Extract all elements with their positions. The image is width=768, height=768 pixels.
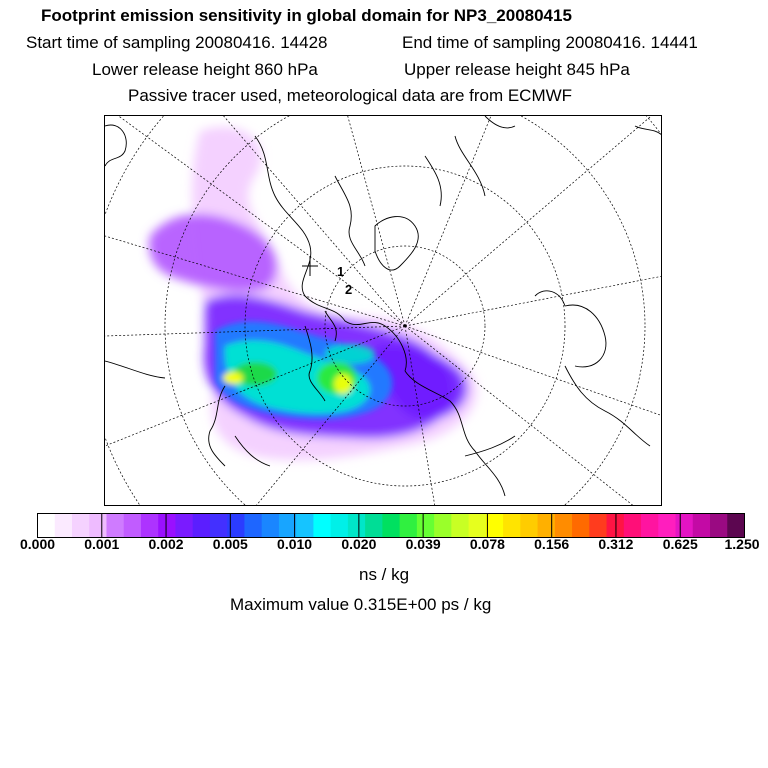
colorbar-tick-label: 0.000 bbox=[19, 536, 56, 552]
tracer-info-label: Passive tracer used, meteorological data are from ECMWF bbox=[128, 86, 573, 105]
colorbar-cell bbox=[106, 514, 124, 538]
colorbar-cell bbox=[624, 514, 642, 538]
chart-title: Footprint emission sensitivity in global domain for NP3_20080415 bbox=[41, 6, 572, 25]
colorbar-tick-label: 0.002 bbox=[148, 536, 184, 552]
colorbar-cell bbox=[193, 514, 211, 538]
colorbar-cell bbox=[331, 514, 349, 538]
max-value-label: Maximum value 0.315E+00 ps / kg bbox=[230, 595, 492, 614]
colorbar-cell bbox=[641, 514, 659, 538]
colorbar-cell bbox=[589, 514, 607, 538]
colorbar-cell bbox=[313, 514, 331, 538]
colorbar-cell bbox=[434, 514, 452, 538]
colorbar-cell bbox=[141, 514, 159, 538]
colorbar-cell bbox=[400, 514, 418, 538]
colorbar-tick-label: 0.010 bbox=[277, 536, 313, 552]
colorbar-cell bbox=[658, 514, 676, 538]
colorbar-cell bbox=[710, 514, 728, 538]
colorbar-cell bbox=[538, 514, 556, 538]
release-markers bbox=[302, 256, 352, 297]
colorbar-cell bbox=[124, 514, 142, 538]
colorbar-tick-label: 0.078 bbox=[469, 536, 505, 552]
colorbar-cell bbox=[55, 514, 73, 538]
colorbar-tick-label: 0.156 bbox=[534, 536, 570, 552]
colorbar-cell bbox=[38, 514, 56, 538]
colorbar-cell bbox=[503, 514, 521, 538]
release-marker-2: 2 bbox=[345, 282, 353, 297]
colorbar-cell bbox=[417, 514, 435, 538]
colorbar-cell bbox=[296, 514, 314, 538]
colorbar-cell bbox=[365, 514, 383, 538]
colorbar-cell bbox=[244, 514, 262, 538]
colorbar-cell bbox=[520, 514, 538, 538]
colorbar-cell bbox=[89, 514, 107, 538]
colorbar-tick-label: 0.001 bbox=[84, 536, 120, 552]
release-marker-1: 1 bbox=[337, 264, 345, 279]
colorbar-cell bbox=[158, 514, 176, 538]
colorbar-cell bbox=[451, 514, 469, 538]
colorbar-cell bbox=[382, 514, 400, 538]
field-yellow-east bbox=[334, 374, 352, 394]
colorbar-tick-label: 1.250 bbox=[724, 536, 760, 552]
colorbar-tick-label: 0.020 bbox=[341, 536, 377, 552]
colorbar-cell bbox=[607, 514, 625, 538]
colorbar-cell bbox=[210, 514, 228, 538]
colorbar-cell bbox=[555, 514, 573, 538]
colorbar-cell bbox=[572, 514, 590, 538]
sensitivity-field bbox=[149, 127, 477, 460]
colorbar-cell bbox=[693, 514, 711, 538]
polar-map-canvas bbox=[105, 116, 662, 506]
field-cyan-north bbox=[325, 344, 375, 364]
colorbar-tick-label: 0.312 bbox=[598, 536, 634, 552]
lower-release-height-label: Lower release height 860 hPa bbox=[92, 60, 318, 79]
colorbar-cell bbox=[348, 514, 366, 538]
colorbar-tick-labels bbox=[0, 536, 768, 556]
units-label: ns / kg bbox=[359, 565, 410, 584]
colorbar-cell bbox=[676, 514, 694, 538]
colorbar-tick-label: 0.625 bbox=[662, 536, 698, 552]
footprint-map bbox=[104, 115, 662, 506]
colorbar-cells bbox=[38, 514, 746, 538]
field-yellow-west bbox=[223, 372, 243, 384]
colorbar-cell bbox=[486, 514, 504, 538]
colorbar-cell bbox=[279, 514, 297, 538]
end-time-label: End time of sampling 20080416. 14441 bbox=[402, 33, 698, 52]
colorbar-cell bbox=[469, 514, 487, 538]
colorbar-cell bbox=[175, 514, 193, 538]
upper-release-height-label: Upper release height 845 hPa bbox=[404, 60, 630, 79]
colorbar-cell bbox=[727, 514, 745, 538]
colorbar-cell bbox=[262, 514, 280, 538]
colorbar-cell bbox=[72, 514, 90, 538]
colorbar-tick-label: 0.005 bbox=[212, 536, 248, 552]
colorbar-tick-label: 0.039 bbox=[405, 536, 441, 552]
start-time-label: Start time of sampling 20080416. 14428 bbox=[26, 33, 328, 52]
